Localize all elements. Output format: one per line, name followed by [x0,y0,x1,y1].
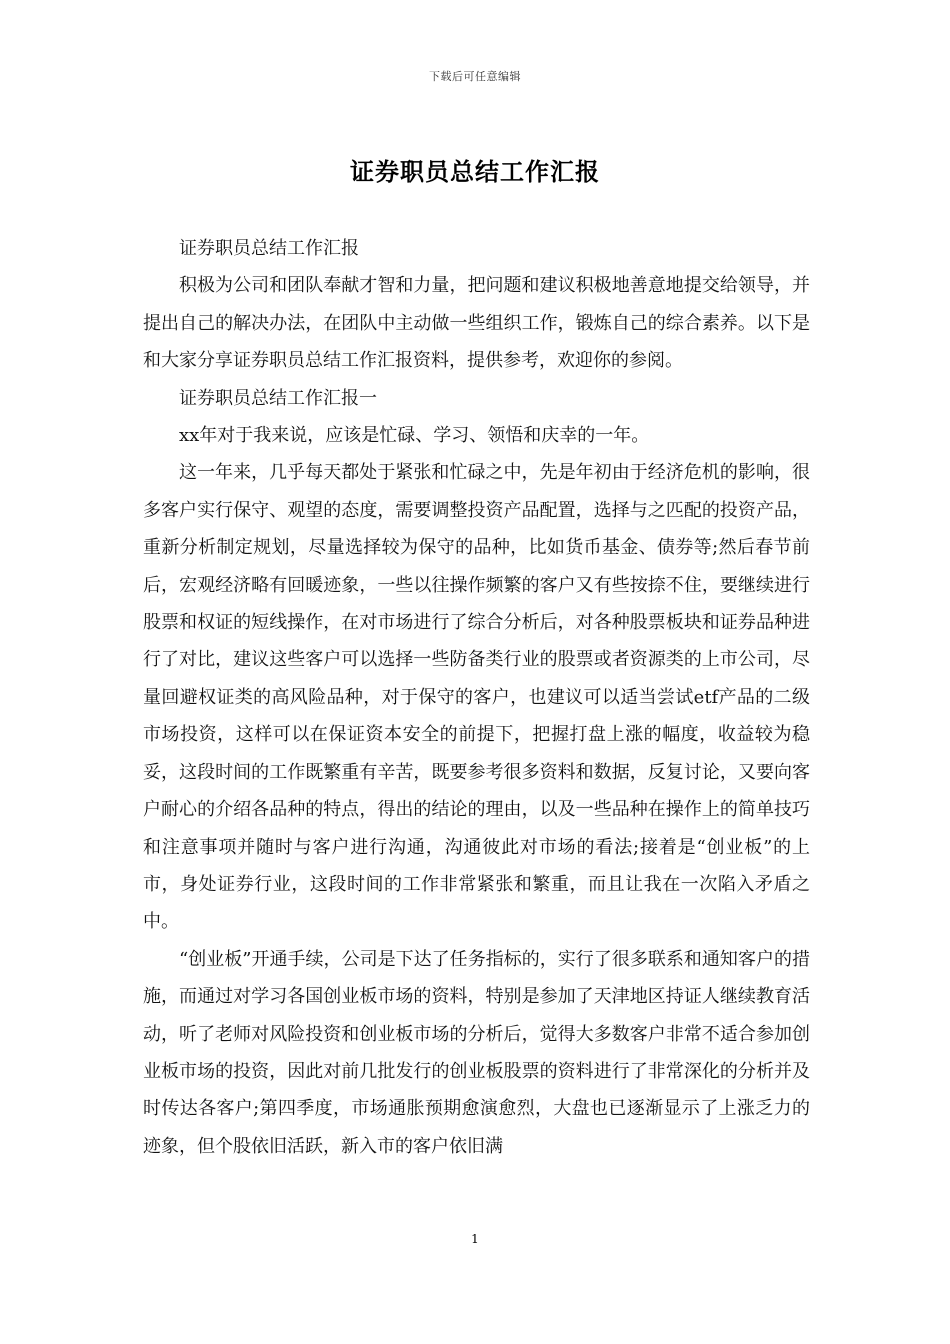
paragraph-subtitle: 证券职员总结工作汇报 [179,238,359,259]
document-title: 证券职员总结工作汇报 [350,157,600,186]
header-note: 下载后可任意编辑 [429,70,521,83]
paragraph-section-heading: 证券职员总结工作汇报一 [179,387,377,409]
paragraph-intro: 积极为公司和团队奉献才智和力量，把问题和建议积极地善意地提交给领导，并提出自己的解决办法，在团队中主动做一些组织工作，锻炼自己的综合素养。以下是和大家分享证券职员总结工作汇报资料，提供参考，欢迎你的参阅。 [143,275,810,372]
paragraph-body: “创业板”开通手续，公司是下达了任务指标的，实行了很多联系和通知客户的措施，而通过对学习各国创业板市场的资料，特别是参加了天津地区持证人继续教育活动，听了老师对风险投资和创业板市场的分析后，觉得大多数客户非常不适合参加创业板市场的投资，因此对前几批发行的创业板股票的资料进行了非常深化的分析并及时传达各客户;第四季度，市场通胀预期愈演愈烈，大盘也已逐渐显示了上涨乏力的迹象，但个股依旧活跃，新入市的客户依旧满 [143,948,810,1157]
paragraph-body: 这一年来，几乎每天都处于紧张和忙碌之中，先是年初由于经济危机的影响，很多客户实行保守、观望的态度，需要调整投资产品配置，选择与之匹配的投资产品，重新分析制定规划，尽量选择较为保守的品种，比如货币基金、债券等;然后春节前后，宏观经济略有回暖迹象，一些以往操作频繁的客户又有些按捺不住，要继续进行股票和权证的短线操作，在对市场进行了综合分析后，对各种股票板块和证券品种进行了对比，建议这些客户可以选择一些防备类行业的股票或者资源类的上市公司，尽量回避权证类的高风险品种，对于保守的客户，也建议可以适当尝试etf产品的二级市场投资，这样可以在保证资本安全的前提下，把握打盘上涨的幅度，收益较为稳妥，这段时间的工作既繁重有辛苦，既要参考很多资料和数据，反复讨论，又要向客户耐心的介绍各品种的特点，得出的结论的理由，以及一些品种在操作上的简单技巧和注意事项并随时与客户进行沟通，沟通彼此对市场的看法;接着是“创业板”的上市，身处证券行业，这段时间的工作非常紧张和繁重，而且让我在一次陷入矛盾之中。 [143,462,810,933]
page-number: 1 [471,1232,479,1246]
paragraph-year-summary: xx年对于我来说，应该是忙碌、学习、领悟和庆幸的一年。 [179,425,650,447]
document-body [143,230,810,1165]
